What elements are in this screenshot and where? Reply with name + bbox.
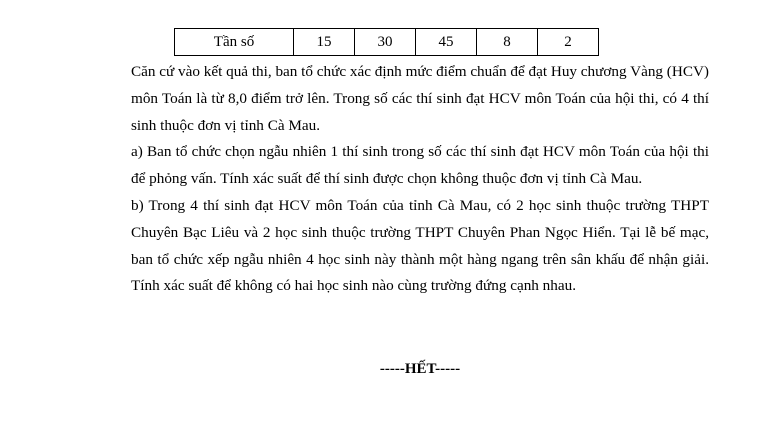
frequency-table bbox=[174, 28, 599, 56]
question-a-paragraph: a) Ban tổ chức chọn ngẫu nhiên 1 thí sinh trong số các thí sinh đạt HCV môn Toán của hội thi để phỏng vấn. Tính xác suất để thí sinh được chọn không thuộc đơn vị tỉnh Cà Mau. bbox=[131, 143, 709, 188]
question-b-paragraph: b) Trong 4 thí sinh đạt HCV môn Toán của tỉnh Cà Mau, có 2 học sinh thuộc trường THPT Chuyên Bạc Liêu và 2 học sinh thuộc trường THPT Chuyên Phan Ngọc Hiển. Tại lễ bế mạc, ban tổ chức xếp ngẫu nhiên 4 học sinh này thành một hàng ngang trên sân khấu để nhận giải. Tính xác suất để không có hai học sinh nào cùng trường đứng cạnh nhau. bbox=[131, 196, 709, 295]
table-row bbox=[175, 29, 599, 56]
table-cell: 2 bbox=[538, 29, 599, 56]
table-cell: 45 bbox=[416, 29, 477, 56]
end-marker: -----HẾT----- bbox=[379, 361, 461, 377]
table-cell: 30 bbox=[355, 29, 416, 56]
table-header-cell: Tần số bbox=[175, 29, 294, 56]
table-cell: 15 bbox=[294, 29, 355, 56]
intro-paragraph: Căn cứ vào kết quả thi, ban tổ chức xác định mức điểm chuẩn để đạt Huy chương Vàng (HCV) môn Toán là từ 8,0 điểm trở lên. Trong số các thí sinh đạt HCV môn Toán của hội thi, có 4 thí sinh thuộc đơn vị tỉnh Cà Mau. bbox=[131, 63, 709, 134]
table-cell: 8 bbox=[477, 29, 538, 56]
problem-text bbox=[131, 59, 709, 300]
